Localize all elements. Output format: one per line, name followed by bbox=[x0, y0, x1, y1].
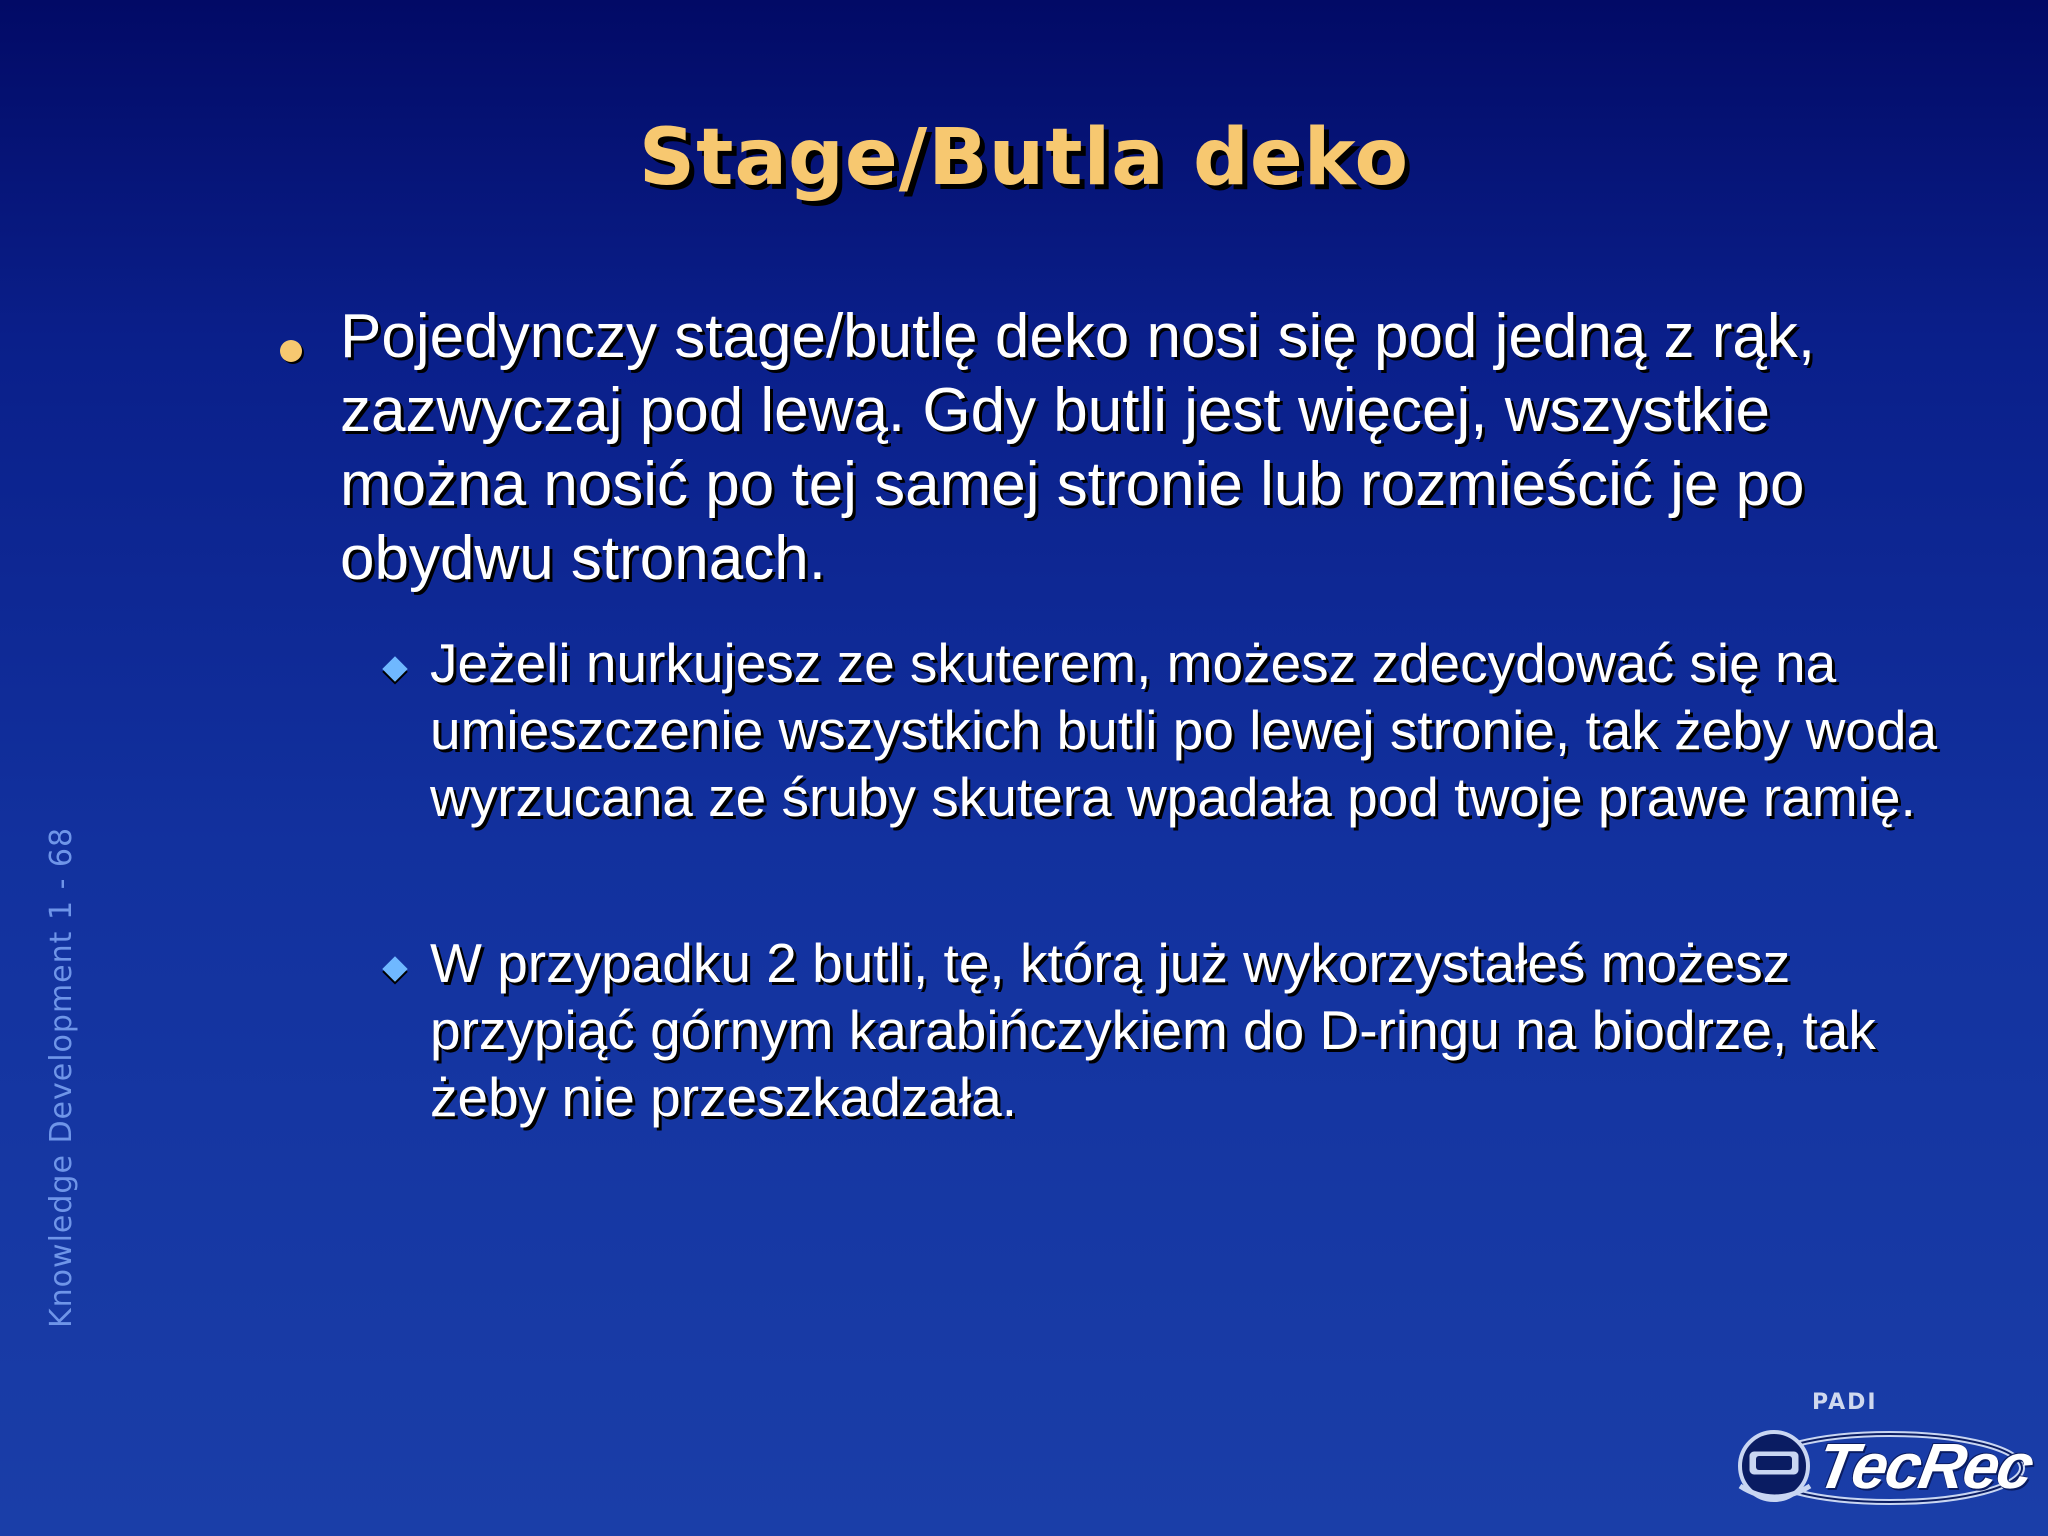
diamond-bullet-icon bbox=[382, 656, 407, 681]
logo-brand-text: TecRec bbox=[1811, 1430, 2038, 1502]
sub-bullet-text: Jeżeli nurkujesz ze skuterem, możesz zdecydować się na umieszczenie wszystkich butli po lewej stronie, tak żeby woda wyrzucana ze śruby skutera wpadała pod twoje prawe ramię. bbox=[430, 632, 1938, 828]
side-label: Knowledge Development 1 - 68 bbox=[44, 826, 79, 1328]
padi-tecrec-logo bbox=[1700, 1390, 2038, 1520]
sub-bullet-text: W przypadku 2 butli, tę, którą już wykorzystałeś możesz przypiąć górnym karabińczykiem do D-ringu na biodrze, tak żeby nie przeszkadzała. bbox=[430, 932, 1876, 1128]
main-bullet-text: Pojedynczy stage/butlę deko nosi się pod jedną z rąk, zazwyczaj pod lewą. Gdy butli jest więcej, wszystkie można nosić po tej samej stronie lub rozmieścić je po obydwu stronach. bbox=[340, 302, 1816, 593]
logo-padi-text: PADI bbox=[1812, 1390, 1878, 1415]
round-bullet-icon bbox=[280, 340, 302, 362]
slide-title: Stage/Butla deko bbox=[638, 113, 1410, 203]
diamond-bullet-icon bbox=[382, 956, 407, 981]
